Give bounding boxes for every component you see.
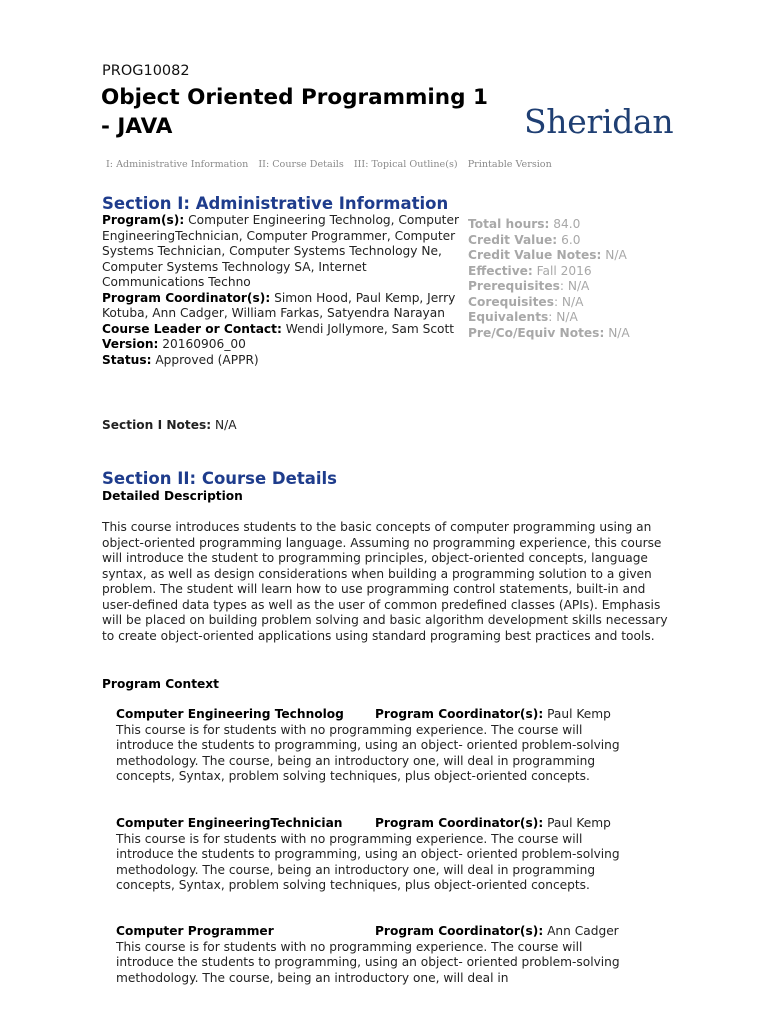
program-context-coordinator [375, 707, 611, 723]
section1-notes-label: Section I Notes: [102, 418, 212, 432]
course-title-line1: Object Oriented Programming 1 [101, 85, 488, 110]
prerequisites-value: : N/A [559, 279, 590, 293]
pre-co-equiv-label: Pre/Co/Equiv Notes: [468, 325, 605, 340]
program-context-name: Computer Programmer [116, 924, 274, 938]
equivalents-label: Equivalents [468, 310, 549, 324]
program-context-coordinator-label: Program Coordinator(s): [375, 924, 544, 938]
nav-link-administrative[interactable]: I: Administrative Information [106, 159, 249, 170]
effective-value: Fall 2016 [536, 263, 592, 278]
programs-label: Program(s): [102, 213, 185, 227]
program-context-coordinator-value: Paul Kemp [547, 816, 611, 830]
effective-row [468, 264, 728, 280]
status-value: Approved (APPR) [155, 352, 259, 367]
program-context-item [116, 816, 636, 894]
total-hours-value: 84.0 [553, 217, 581, 231]
effective-label: Effective: [468, 263, 533, 278]
program-context-description: This course is for students with no programming experience. The course will introduce the students to programming, using an object- oriented problem-solving methodology. The course, being an introductory one, will deal in programming concepts, Syntax, problem solving techniques, plus object-oriented concepts. [116, 722, 620, 783]
program-context-description: This course is for students with no programming experience. The course will introduce the students to programming, using an object- oriented problem-solving methodology. The course, being an introductory one, will deal in [116, 939, 620, 985]
coordinator-row [102, 291, 460, 322]
credit-notes-value: N/A [605, 248, 627, 262]
credit-notes-label: Credit Value Notes: [468, 248, 602, 262]
version-row [102, 337, 460, 353]
program-context-description: This course is for students with no programming experience. The course will introduce the students to programming, using an object- oriented problem-solving methodology. The course, being an introductory one, will deal in programming concepts, Syntax, problem solving techniques, plus object-oriented concepts. [116, 831, 620, 892]
program-context-item [116, 707, 636, 785]
program-context-item [116, 924, 636, 986]
program-context-header [116, 924, 636, 940]
sheridan-logo: Sheridan [524, 102, 674, 141]
corequisites-value: : N/A [553, 294, 584, 309]
status-label: Status: [102, 352, 152, 367]
detailed-description-heading: Detailed Description [102, 489, 243, 503]
program-context-coordinator [375, 924, 619, 940]
section-nav [106, 158, 559, 171]
program-context-coordinator-value: Paul Kemp [547, 707, 611, 721]
detailed-description: This course introduces students to the basic concepts of computer programming using an object-oriented programming language. Assuming no programming experience, this course will introduce the student to programming principles, object-oriented concepts, language syntax, as well as design considerations when building a programming solution to a given problem. The student will learn how to use programming control statements, built-in and user-defined data types as well as the user of common predefined classes (APIs). Emphasis will be placed on building problem solving and basic algorithm development skills necessary to create object-oriented applications using standard programing best practices and tools. [102, 520, 668, 643]
program-context-coordinator [375, 816, 611, 832]
program-context-header [116, 816, 636, 832]
prerequisites-label: Prerequisites [468, 279, 560, 293]
programs-value: Computer Engineering Technolog, Computer EngineeringTechnician, Computer Programmer, Computer Systems Technician, Computer Systems Technology Ne, Computer Systems Technology SA, Internet Communications Techno [102, 213, 459, 289]
credit-value-label: Credit Value: [468, 232, 558, 247]
pre-co-equiv-value: N/A [608, 325, 630, 340]
leader-row [102, 322, 460, 338]
prerequisites-row [468, 279, 728, 295]
corequisites-label: Corequisites [468, 294, 554, 309]
version-label: Version: [102, 337, 159, 351]
leader-label: Course Leader or Contact: [102, 321, 282, 336]
program-context-coordinator-label: Program Coordinator(s): [375, 707, 544, 721]
program-context-name: Computer Engineering Technolog [116, 707, 344, 721]
admin-info-left [102, 213, 460, 368]
admin-info-right [468, 217, 728, 341]
course-code: PROG10082 [102, 63, 190, 79]
course-title [101, 83, 521, 141]
credit-notes-row [468, 248, 728, 264]
course-title-line2: - JAVA [101, 114, 173, 139]
section1-heading: Section I: Administrative Information [102, 194, 449, 213]
leader-value: Wendi Jollymore, Sam Scott [285, 321, 455, 336]
version-value: 20160906_00 [162, 337, 246, 351]
programs-row [102, 213, 460, 291]
nav-link-topical-outline[interactable]: III: Topical Outline(s) [353, 159, 458, 170]
section1-notes-value: N/A [215, 418, 237, 432]
total-hours-row [468, 217, 728, 233]
corequisites-row [468, 295, 728, 311]
coordinator-value: Simon Hood, Paul Kemp, Jerry Kotuba, Ann Cadger, William Farkas, Satyendra Narayan [102, 290, 456, 320]
equivalents-value: : N/A [548, 310, 578, 324]
program-context-header [116, 707, 636, 723]
total-hours-label: Total hours: [468, 217, 550, 231]
credit-value-row [468, 233, 728, 249]
program-context-name: Computer EngineeringTechnician [116, 816, 343, 830]
program-context-coordinator-value: Ann Cadger [547, 924, 619, 938]
pre-co-equiv-row [468, 326, 728, 342]
credit-value-value: 6.0 [561, 232, 581, 247]
section1-notes [102, 418, 237, 434]
equivalents-row [468, 310, 728, 326]
program-context-heading: Program Context [102, 677, 219, 691]
nav-link-course-details[interactable]: II: Course Details [258, 159, 344, 170]
nav-link-printable-version[interactable]: Printable Version [467, 159, 552, 170]
program-context-coordinator-label: Program Coordinator(s): [375, 816, 544, 830]
coordinator-label: Program Coordinator(s): [102, 290, 271, 305]
section2-heading: Section II: Course Details [102, 469, 337, 488]
status-row [102, 353, 460, 369]
